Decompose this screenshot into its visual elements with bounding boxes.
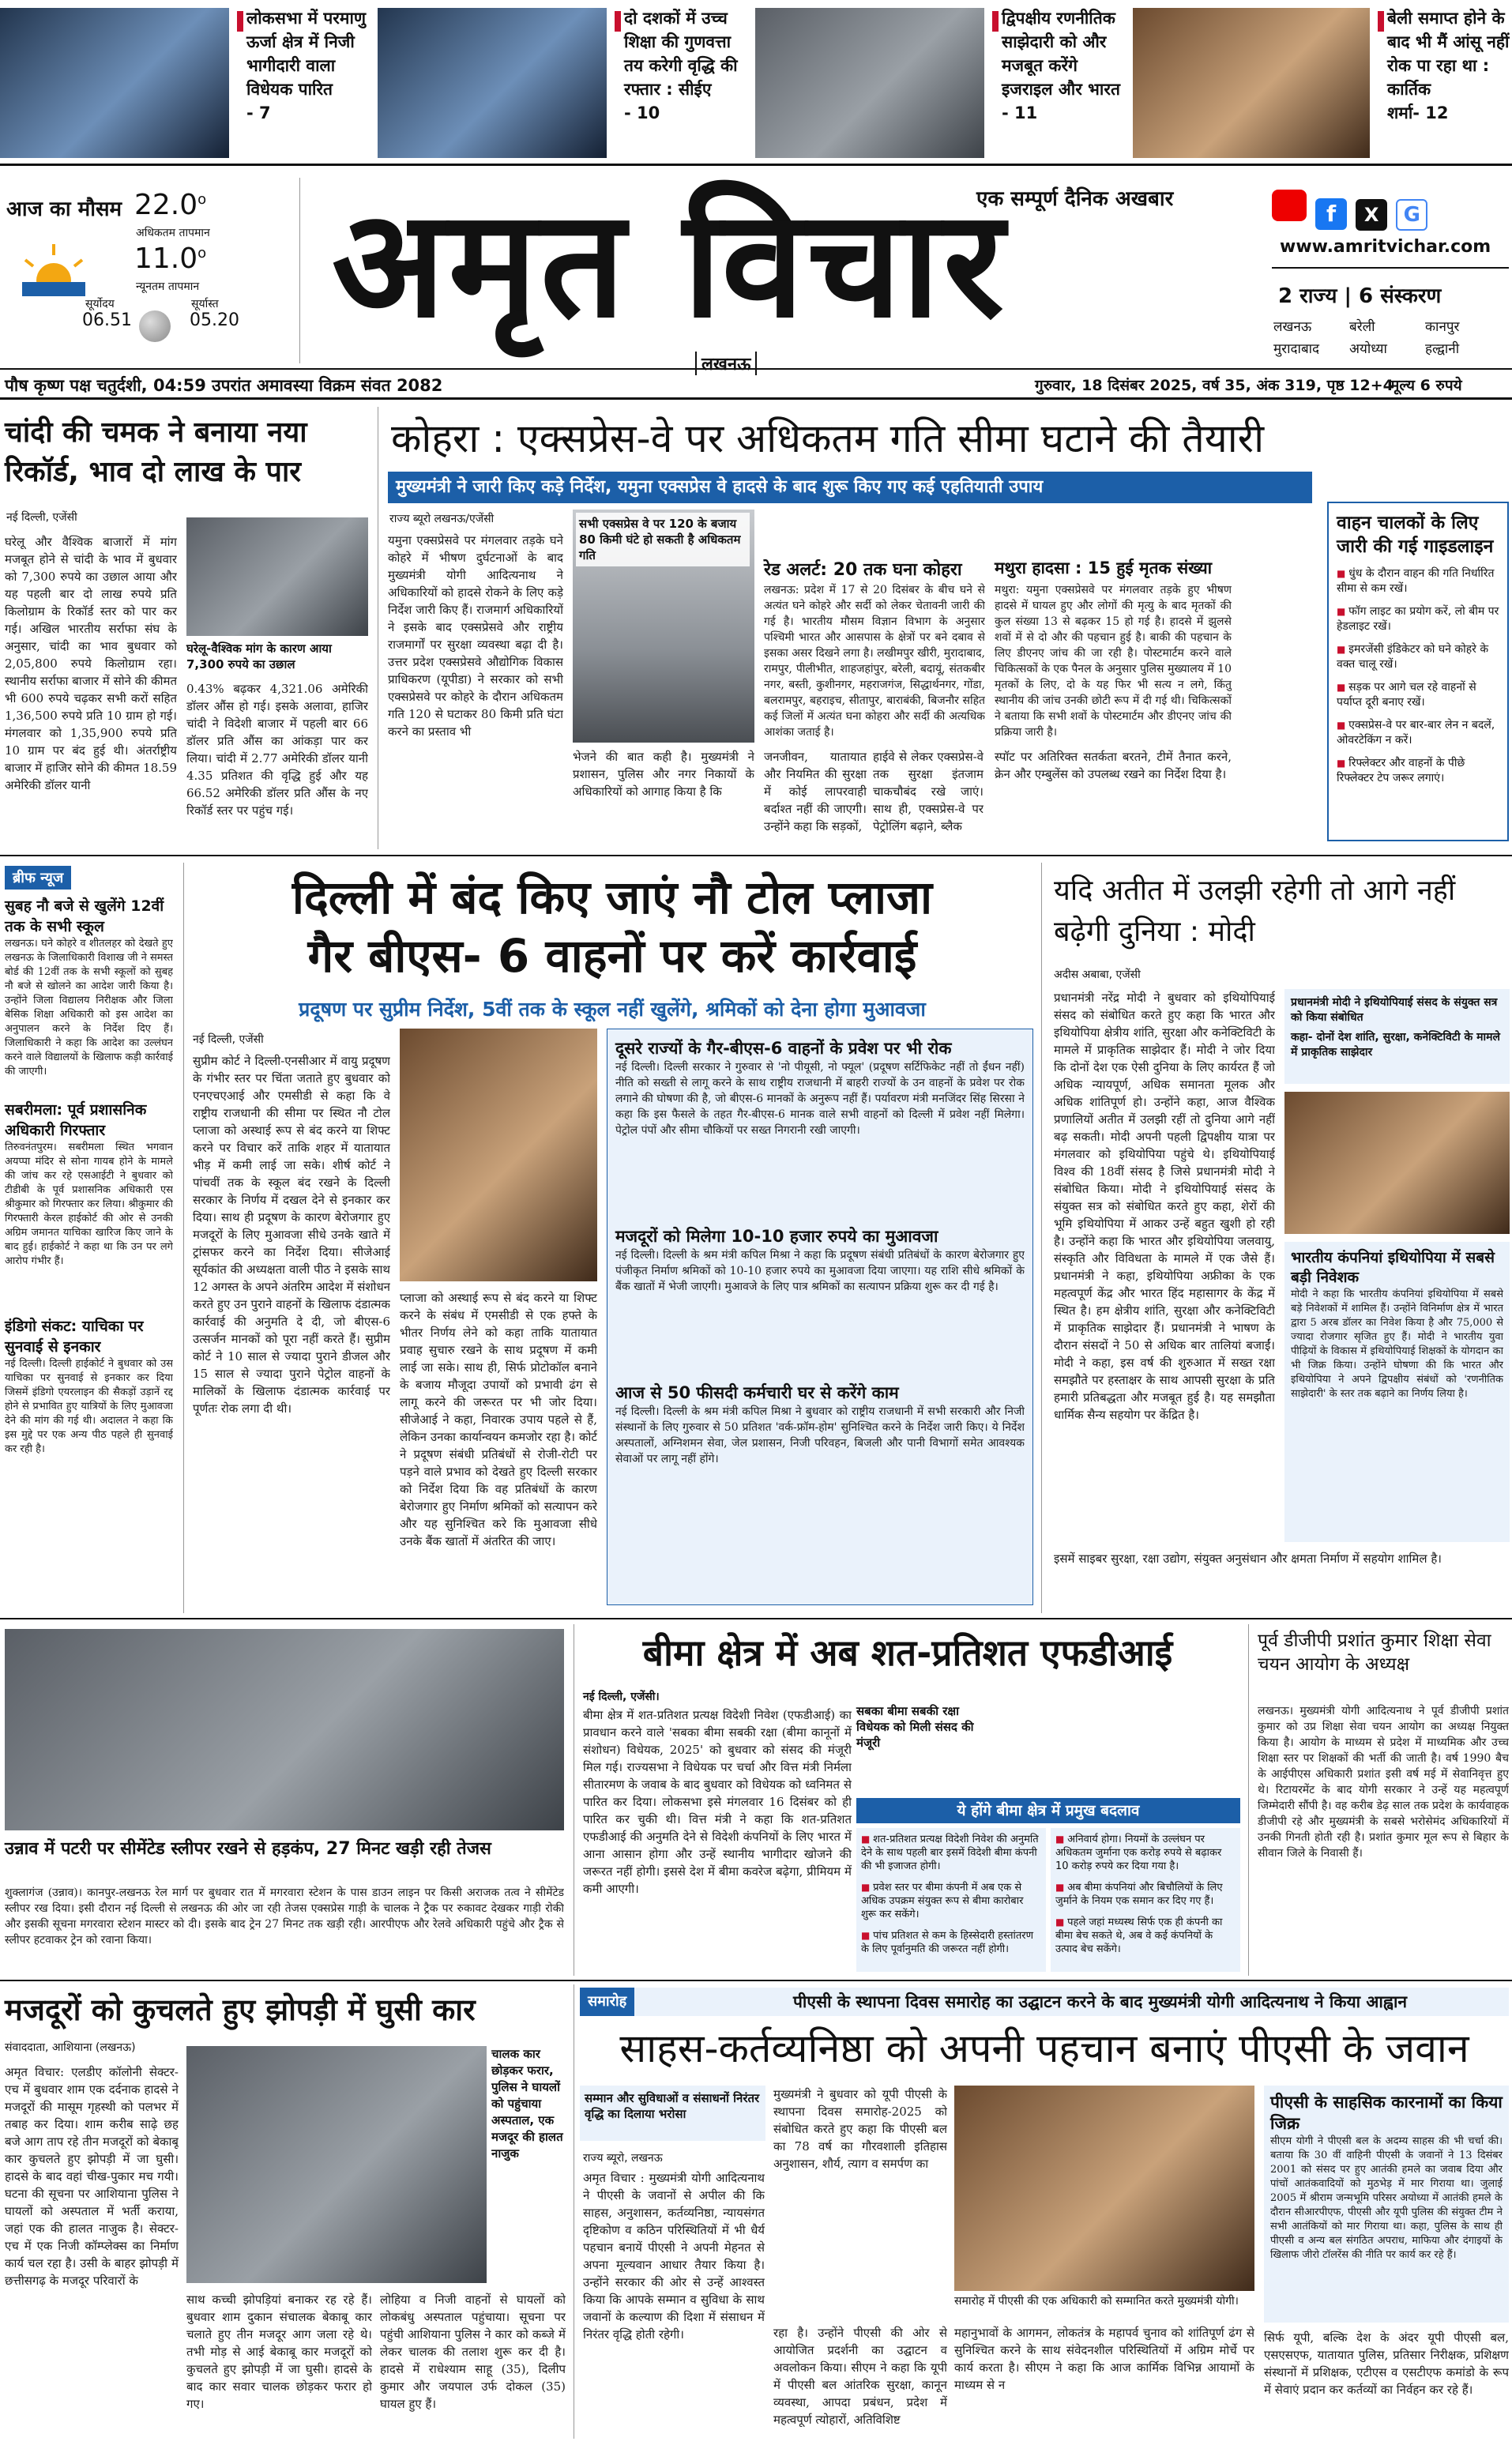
weather-box <box>0 178 300 363</box>
silver-story <box>0 407 371 849</box>
mathura-body: मथुरा: यमुना एक्सप्रेसवे पर मंगलवार तड़के हुए भीषण हादसे में घायल हुए और लोगों की मृत्यु के बाद मृतकों की कुल संख्या 13 से बढ़कर 15 हो गई है। हादसे में झुलसे शवों में से दो और की पहचान हुई है। बाकी की पहचान के लिए डीएनए जांच की जा रही है। पोस्टमार्टम करने वाले चिकित्सकों के एक पैनल के अनुसार पुलिस मुख्यालय में 10 मृतकों के लिए, दो के यह फिर भी सत्य न लगे, किंतु स्थानीय की जांच उनकी छोटी रूप में दी गई थी। चिकित्सकों ने बताया कि सभी शवों के पोस्टमार्टम और डीएनए जांच की प्रक्रिया जारी है। <box>995 584 1232 739</box>
editions-label: 2 राज्य | 6 संस्करण <box>1278 284 1442 308</box>
weather-label: आज का मौसम <box>6 197 122 221</box>
silver-body-2: 0.43% बढ़कर 4,321.06 अमेरिकी डॉलर औंस हो गई। इसके अलावा, हाजिर चांदी ने विदेशी बाजार में पहली बार 66 डॉलर प्रति औंस का आंकड़ा पार कर लिया। चांदी में 2.77 अमेरिकी डॉलर यानी 4.35 प्रतिशत की वृद्धि हुई और यह 66.52 अमेरिकी डॉलर प्रति औंस के नए रिकॉर्ड स्तर पर पहुंच गई। <box>186 682 368 818</box>
brief-news <box>0 863 178 1613</box>
ticker-photo-4 <box>1133 8 1370 158</box>
labour-dateline: संवाददाता, आशियाना (लखनऊ) <box>5 2041 136 2054</box>
section-rule <box>0 1980 1512 1981</box>
brief-title: ब्रीफ न्यूज <box>5 866 71 890</box>
toll-box-body-2: नई दिल्ली। दिल्ली के श्रम मंत्री कपिल मिश्रा ने कहा कि प्रदूषण संबंधी प्रतिबंधों के कारण बेरोजगार हुए पंजीकृत निर्माण श्रमिकों को 10-10 हजार रुपये का मुआवजा दिया जाएगा। यह राशि सीधे श्रमिकों के बैंक खातों में भेजी जाएगी। मुआवजे के लिए पात्र श्रमिकों का सत्यापन प्रक्रिया शुरू कर दी गई है। <box>615 1249 1025 1293</box>
guide-item: ■ धुंध के दौरान वाहन की गति निर्धारित सीमा से कम रखें। <box>1337 566 1499 596</box>
modi-story <box>1047 863 1512 1613</box>
brief-body-1: लखनऊ। घने कोहरे व शीतलहर को देखते हुए लखनऊ के जिलाधिकारी विशाख जी ने समस्त बोर्ड की 12वीं तक के सभी स्कूलों को सुबह नौ बजे से खोलने का आदेश जारी किया है। उन्होंने जिला विद्यालय निरीक्षक और जिला बेसिक शिक्षा अधिकारी को इस आदेश का अनुपालन करने के निर्देश दिए हैं। जिलाधिकारी ने कहा कि आदेश का उल्लंघन करने वाले विद्यालयों के खिलाफ कड़ी कार्रवाई की जाएगी। <box>5 938 173 1078</box>
ticker-text-3: द्विपक्षीय रणनीतिक साझेदारी को और मजबूत करेंगे इजराइल और भारत <box>1002 9 1120 99</box>
supreme-court-photo <box>400 1029 597 1281</box>
ticker-item-1[interactable] <box>0 0 378 162</box>
masthead-title: अमृत विचार <box>332 178 1007 351</box>
fog-dateline: राज्य ब्यूरो लखनऊ/एजेंसी <box>389 513 495 525</box>
toll-body-1: सुप्रीम कोर्ट ने दिल्ली-एनसीआर में वायु प्रदूषण के गंभीर स्तर पर चिंता जताते हुए बुधवार को एनएचएआई और एमसीडी से कहा कि वे राष्ट्रीय राजधानी की सीमा पर स्थित नौ टोल प्लाजा को अस्थाई रूप से बंद करने या शिफ्ट करने पर विचार करें ताकि शहर में यातायात भीड़ में कमी लाई जा सके। शीर्ष कोर्ट ने पांचवीं तक के स्कूल बंद रखने के दिल्ली सरकार के निर्णय में दखल देने से इनकार कर दिया। साथ ही प्रदूषण के कारण बेरोजगार हुए मजदूरों के लिए मुआवजा सीधे उनके खाते में ट्रांसफर करने का निर्देश दिया। सीजेआई सूर्यकांत की अध्यक्षता वाली पीठ ने इसके साथ 12 अगस्त के अपने अंतरिम आदेश में संशोधन करते हुए उन पुराने वाहनों के खिलाफ दंडात्मक कार्रवाई की अनुमति दे दी, जो बीएस-6 उत्सर्जन मानकों को पूरा नहीं करते हैं। सुप्रीम कोर्ट ने 10 साल से ज्यादा पुराने डीजल और 15 साल से ज्यादा पुराने पेट्रोल वाहनों के मालिकों के खिलाफ दंडात्मक कार्रवाई पर पूर्णतः रोक लगा दी थी। <box>193 1054 390 1416</box>
sun-icon <box>14 241 93 296</box>
modi-box-item: कहा- दोनों देश शांति, सुरक्षा, कनेक्टिविटी के मामले में प्राकृतिक साझेदार <box>1291 1031 1500 1059</box>
insurance-story <box>580 1624 1243 1976</box>
youtube-icon[interactable] <box>1272 190 1307 221</box>
guide-item: ■ सड़क पर आगे चल रहे वाहनों से पर्याप्त दूरी बनाए रखें। <box>1337 680 1499 710</box>
modi-tail: इसमें साइबर सुरक्षा, रक्षा उद्योग, संयुक्त अनुसंधान और क्षमता निर्माण में सहयोग शामिल है। <box>1054 1552 1442 1566</box>
fog-body-2: भेजने की बात कही है। मुख्यमंत्री ने प्रशासन, पुलिस और नगर निकायों के अधिकारियों को आगाह किया है कि <box>573 750 754 799</box>
dateline-panchang: पौष कृष्ण पक्ष चतुर्दशी, 04:59 उपरांत अमावस्या विक्रम संवत 2082 <box>5 376 443 395</box>
toll-box-head-2: मजदूरों को मिलेगा 10-10 हजार रुपये का मुआवजा <box>615 1227 938 1246</box>
ticker-text-4: बेली समाप्त होने के बाद भी मैं आंसू नहीं रोक पा रहा था : कार्तिक <box>1387 9 1510 99</box>
pac-body-5: सिर्फ यूपी, बल्कि देश के अंदर यूपी पीएसी बल, एसएसएफ, यातायात पुलिस, प्रतिसार निरीक्षक, प्रशिक्षण संस्थानों में प्रशिक्षक, एटीएस व एसटीएफ कमांडो के रूप में सेवाएं प्रदान कर कर्तव्यों का निर्वहन कर रहे हैं। <box>1264 2330 1509 2397</box>
toll-body-2: प्लाजा को अस्थाई रूप से बंद करने या शिफ्ट करने के संबंध में एमसीडी से एक हफ्ते के भीतर निर्णय लेने को कहा ताकि यातायात प्रवाह सुचारु रखने के साथ प्रदूषण में कमी लाई जा सके। साथ ही, सिर्फ प्रोटोकॉल बनाने के बजाय मौजूदा उपायों को प्रभावी ढंग से लागू करने की जरूरत पर भी जोर दिया। सीजेआई ने कहा, निवारक उपाय पहले से हैं, लेकिन उनका कार्यान्वयन कमजोर रहा है। कोर्ट ने प्रदूषण संबंधी प्रतिबंधों से रोजी-रोटी पर पड़ने वाले प्रभाव को देखते हुए दिल्ली सरकार को निर्देश दिया कि वह प्रतिबंधों के कारण बेरोजगार हुए निर्माण श्रमिकों को सत्यापन करे और यह सुनिश्चित करे कि मुआवजा सीधे उनके बैंक खातों में अंतरित की जाए। <box>400 1291 597 1548</box>
modi-photo <box>1284 1092 1510 1234</box>
ticker-bar <box>992 11 999 32</box>
guide-item: ■ इमरजेंसी इंडिकेटर को घने कोहरे के वक्त चालू रखें। <box>1337 642 1499 672</box>
pac-story-title: पीएसी के साहसिक कारनामों का किया जिक्र <box>1270 2093 1503 2133</box>
ticker-bar <box>1378 11 1384 32</box>
fog-story <box>383 407 1512 849</box>
labour-story <box>0 1984 569 2439</box>
silver-photo <box>186 517 368 636</box>
pac-strap-bar <box>580 1988 1509 2016</box>
mathura-head: मथुरा हादसा : 15 हुई मृतक संख्या <box>995 559 1213 577</box>
change-item: ■ पांच प्रतिशत से कम के हिस्सेदारी हस्तांतरण के लिए पूर्वानुमति की जरूरत नहीं होगी। <box>861 1929 1041 1956</box>
ticker-bar <box>615 11 621 32</box>
masthead-divider <box>1272 267 1509 269</box>
google-icon[interactable]: G <box>1396 199 1427 231</box>
change-item: ■ पहले जहां मध्यस्थ सिर्फ एक ही कंपनी का बीमा बेच सकते थे, अब वे कई कंपनियों के उत्पाद बेच सकेंगे। <box>1055 1916 1236 1956</box>
masthead-city: लखनऊ <box>695 352 757 375</box>
insurance-box: सबका बीमा सबकी रक्षा विधेयक को मिली संसद की मंजूरी <box>856 1704 974 1750</box>
toll-box-head-3: आज से 50 फीसदी कर्मचारी घर से करेंगे काम <box>615 1383 899 1402</box>
ticker-text-1: लोकसभा में परमाणु ऊर्जा क्षेत्र में निजी भागीदारी वाला विधेयक पारित <box>246 9 367 99</box>
dateline-bar <box>0 368 1512 400</box>
labour-body-1: अमृत विचार: एलडीए कॉलोनी सेक्टर-एच में बुधवार शाम एक दर्दनाक हादसे ने मजदूरों की मासूम गृहस्थी को पलभर में तबाह कर दिया। शाम करीब साढ़े छह बजे आग ताप रहे तीन मजदूरों को बेकाबू कार कुचलते हुए झोपड़ी में जा घुसी। हादसे के बाद वहां चीख-पुकार मच गयी। घटना की सूचना पर आशियाना पुलिस ने घायलों को अस्पताल में भर्ती कराया, जहां एक की हालत नाजुक है। सेक्टर-एच में एक निजी कॉम्प्लेक्स का निर्माण कार्य चल रहा है। उसी के बाहर झोपड़ी में छत्तीसगढ़ के मजदूर परिवारों के <box>5 2065 179 2288</box>
ticker-page-3: - 11 <box>1002 103 1038 122</box>
toll-box <box>607 1029 1033 1605</box>
modi-headline[interactable]: यदि अतीत में उलझी रहेगी तो आगे नहीं बढ़ेगी दुनिया : मोदी <box>1054 875 1456 948</box>
pac-photo-caption: समारोह में पीएसी की एक अधिकारी को सम्मानित करते मुख्यमंत्री योगी। <box>954 2295 1239 2308</box>
modi-body: प्रधानमंत्री नरेंद्र मोदी ने बुधवार को इथियोपियाई संसद को संबोधित करते हुए कहा कि भारत और इथियोपिया क्षेत्रीय शांति, सुरक्षा और कनेक्टिविटी के मामले में प्राकृतिक साझेदार हैं। मोदी ने जोर दिया कि दोनों देश एक ऐसी दुनिया के लिए कार्यरत हैं जो अधिक न्यायपूर्ण, अधिक समानता मूलक और अधिक शांतिपूर्ण हो। उन्होंने कहा, आज वैश्विक प्रणालियों अतीत में उलझी रहीं तो दुनिया आगे नहीं बढ़ सकती। मोदी अपनी पहली द्विपक्षीय यात्रा पर मंगलवार को इथियोपिया पहुंचे थे। इथियोपियाई विश्व की 18वीं संसद है जिसे प्रधानमंत्री मोदी ने संबोधित किया। मोदी ने इथियोपियाई संसद के संयुक्त सत्र को संबोधित करते हुए कहा, शेरों की भूमि इथियोपिया में आकर उन्हें बहुत खुशी हो रही है। उन्होंने कहा कि भारत और इथियोपिया जलवायु, संस्कृति और विविधता के मामले में एक जैसे हैं। प्रधानमंत्री ने कहा, इथियोपिया अफ्रीका के एक महत्वपूर्ण केंद्र और भारत हिंद महासागर के केंद्र में स्थित है। हम क्षेत्रीय शांति, सुरक्षा और कनेक्टिविटी में प्राकृतिक साझेदार हैं। प्रधानमंत्री ने भाषण के दौरान संसदों ने 50 से अधिक बार तालियां बजाईं। मोदी ने कहा, इस वर्ष की शुरुआत में सख्त रक्षा समझौते पर हस्ताक्षर के साथ आपसी सुरक्षा के प्रति हमारी प्रतिबद्धता और मजबूत हुई है। यह समझौता धार्मिक सैन्य सहयोग पर केंद्रित है। <box>1054 991 1275 1422</box>
insurance-dateline: नई दिल्ली, एजेंसी। <box>583 1691 660 1703</box>
sunrise-label: सूर्योदय <box>85 298 115 310</box>
toll-story <box>190 863 1035 1613</box>
pac-photo <box>954 2086 1254 2291</box>
pac-strap: पीएसी के स्थापना दिवस समारोह का उद्घाटन करने के बाद मुख्यमंत्री योगी आदित्यनाथ ने किया आह्वान <box>793 1992 1408 2011</box>
top-ticker <box>0 0 1512 166</box>
ticker-photo-3 <box>755 8 984 158</box>
fog-headline[interactable]: कोहरा : एक्सप्रेस-वे पर अधिकतम गति सीमा घटाने की तैयारी <box>391 416 1265 461</box>
guide-item: ■ एक्सप्रेस-वे पर बार-बार लेन न बदलें, ओवरटेकिंग न करें। <box>1337 718 1499 748</box>
pac-story <box>580 1984 1512 2439</box>
social-icons <box>1272 190 1509 229</box>
pac-body-4: महानुभावों के आगमन, लोकतंत्र के महापर्व चुनाव को शांतिपूर्ण ढंग से सुनिश्चित करने के साथ संवेदनशील परिस्थितियों में अग्रिम मोर्चे पर कार्य करता है। सीएम ने कहा कि आज कार्मिक विभिन्न आयामों के माध्यम से न <box>954 2326 1254 2392</box>
toll-box-body-3: नई दिल्ली। दिल्ली के श्रम मंत्री कपिल मिश्रा ने बुधवार को राष्ट्रीय राजधानी में सभी सरकारी और निजी संस्थानों के लिए गुरुवार से 50 प्रतिशत 'वर्क-फ्रॉम-होम' सुनिश्चित करने के निर्देश जारी किए। ये निर्देश अस्पतालों, अग्निशमन सेवा, जेल प्रशासन, निजी परिवहन, बिजली और पानी विभागों समेत आवश्यक सेवाओं पर लागू नहीं होंगे। <box>615 1405 1025 1465</box>
column-rule <box>1248 1624 1249 1976</box>
ticker-bar <box>237 11 243 32</box>
insurance-body: बीमा क्षेत्र में शत-प्रतिशत प्रत्यक्ष विदेशी निवेश (एफडीआई) का प्रावधान करने वाले 'सबका बीमा सबकी रक्षा (बीमा कानूनों में संशोधन) विधेयक, 2025' को बुधवार को संसद की मंजूरी मिल गई। राज्यसभा ने विधेयक पर चर्चा और वित्त मंत्री निर्मला सीतारमण के जवाब के बाद बुधवार को विधेयक को ध्वनिमत से पारित कर दिया। लोकसभा इसे मंगलवार 16 दिसंबर को ही पारित कर चुकी थी। वित्त मंत्री ने कहा कि शत-प्रतिशत एफडीआई की अनुमति देने से विदेशी कंपनियों के लिए भारत में आना आसान होगा और उन्हें स्थानीय भागीदार खोजने की जरूरत नहीं होगी। इससे देश में बीमा कवरेज बढ़ेगा, प्रीमियम में कमी आएगी। <box>583 1708 852 1896</box>
brief-body-2: तिरुवनंतपुरम। सबरीमला स्थित भगवान अयप्पा मंदिर से सोना गायब होने के मामले की जांच कर रहे एसआईटी ने बुधवार को टीडीबी के पूर्व प्रशासनिक अधिकारी एस श्रीकुमार को गिरफ्तार कर लिया। श्रीकुमार की गिरफ्तारी केरल हाईकोर्ट की ओर से उनकी अग्रिम जमानत याचिका खारिज किए जाने के बाद हुई। हाईकोर्ट ने कहा था कि उन पर लगे आरोप गंभीर हैं। <box>5 1142 173 1267</box>
x-icon[interactable]: X <box>1356 199 1387 231</box>
guide-title: वाहन चालकों के लिए जारी की गई गाइडलाइन <box>1337 513 1494 557</box>
change-item: ■ प्रवेश स्तर पर बीमा कंपनी में अब एक से अधिक उपक्रम संयुक्त रूप से बीमा कारोबार शुरू कर सकेंगे। <box>861 1881 1041 1921</box>
website-link[interactable]: www.amritvichar.com <box>1280 237 1491 257</box>
silver-headline[interactable]: चांदी की चमक ने बनाया नया रिकॉर्ड, भाव दो लाख के पार <box>5 416 307 488</box>
toll-dateline: नई दिल्ली, एजेंसी <box>193 1033 264 1046</box>
red-alert-head: रेड अलर्ट: 20 तक घना कोहरा <box>764 560 962 580</box>
pac-dateline: राज्य ब्यूरो, लखनऊ <box>583 2152 663 2165</box>
shiksha-headline[interactable]: पूर्व डीजीपी प्रशांत कुमार शिक्षा सेवा चयन आयोग के अध्यक्ष <box>1258 1631 1491 1675</box>
sunset-time: 05.20 <box>190 310 239 330</box>
pac-side-box <box>580 2086 765 2141</box>
pac-story-box <box>1264 2086 1509 2323</box>
change-item: ■ शत-प्रतिशत प्रत्यक्ष विदेशी निवेश की अनुमति देने के साथ पहली बार इसमें विदेशी बीमा कंपनी की भी इजाजत होगी। <box>861 1833 1041 1873</box>
guide-item: ■ रिफ्लेक्टर और वाहनों के पीछे रिफ्लेक्टर टेप जरूर लगाएं। <box>1337 756 1499 786</box>
weather-max-label: अधिकतम तापमान <box>136 227 210 239</box>
fog-body-5: स्पॉट पर अतिरिक्त सतर्कता बरतने, टीमें तैनात करने, क्रेन और एम्बुलेंस को उपलब्ध रखने का निर्देश दिया है। <box>995 750 1232 781</box>
labour-box: चालक कार छोड़कर फरार, पुलिस ने घायलों को पहुंचाया अस्पताल, एक मजदूर की हालत नाजुक <box>491 2047 563 2161</box>
column-rule <box>183 863 184 1613</box>
brief-head-2[interactable]: सबरीमला: पूर्व प्रशासनिक अधिकारी गिरफ्तार <box>5 1101 147 1139</box>
toll-subhead: प्रदूषण पर सुप्रीम निर्देश, 5वीं तक के स्कूल नहीं खुलेंगे, श्रमिकों को देना होगा मुआवजा <box>299 998 926 1021</box>
modi-sub-head: भारतीय कंपनियां इथियोपिया में सबसे बड़ी निवेशक <box>1291 1249 1495 1286</box>
train-caption[interactable]: उन्नाव में पटरी पर सीमेंटेड स्लीपर रखने से हड़कंप, 27 मिनट खड़ी रही तेजस <box>5 1839 491 1859</box>
guide-box <box>1327 502 1509 841</box>
sunrise-time: 06.51 <box>82 310 132 330</box>
brief-body-3: नई दिल्ली। दिल्ली हाईकोर्ट ने बुधवार को उस याचिका पर सुनवाई से इनकार कर दिया जिसमें इंडिगो एयरलाइन की सैकड़ों उड़ानें रद्द होने से प्रभावित हुए यात्रियों के लिए मुआवजा देने की मांग की गई थी। अदालत ने कहा कि इस मुद्दे पर एक अन्य पीठ पहले ही सुनवाई कर रही है। <box>5 1358 173 1455</box>
toll-headline-2[interactable]: गैर बीएस- 6 वाहनों पर करें कार्रवाई <box>307 929 917 983</box>
toll-box-body-1: नई दिल्ली। दिल्ली सरकार ने गुरुवार से 'नो पीयूसी, नो फ्यूल' (प्रदूषण सर्टिफिकेट नहीं तो ईंधन नहीं) नीति को सख्ती से लागू करने के साथ राष्ट्रीय राजधानी में बाहरी राज्यों के उन वाहनों के प्रवेश पर रोक लगाने की घोषणा की है, जो बीएस-6 मानकों के अनुरूप नहीं हैं। पर्यावरण मंत्री मनजिंदर सिंह सिरसा ने कहा कि इस फैसले के तहत गैर-बीएस-6 मानक वाले सभी वाहनों को दिल्ली में प्रवेश नहीं मिलेगा। पेट्रोल पंपों और सीमा चौकियों पर सख्त निगरानी रखी जाएगी। <box>615 1061 1025 1137</box>
section-rule <box>0 1618 1512 1619</box>
ticker-page-4: शर्मा- 12 <box>1387 103 1449 122</box>
labour-photo <box>186 2046 487 2283</box>
guide-list <box>1337 566 1499 786</box>
insurance-headline[interactable]: बीमा क्षेत्र में अब शत-प्रतिशत एफडीआई <box>642 1631 1173 1674</box>
pac-story-body: सीएम योगी ने पीएसी बल के अदम्य साहस की भी चर्चा की। बताया कि 30 वीं वाहिनी पीएसी के जवानों ने 13 दिसंबर 2001 को संसद पर हुए आतंकी हमले का जवाब दिया और पांचों आतंकवादियों को मुठभेड़ में मार गिराया था। जुलाई 2005 में श्रीराम जन्मभूमि परिसर अयोध्या में आतंकी हमले के दौरान सीआरपीएफ, पीएसी और यूपी पुलिस की संयुक्त टीम ने सभी आतंकियों को मार गिराया था। कहा, पुलिस के साथ ही पीएसी व अन्य बल संगठित अपराध, माफिया और दंगाइयों के खिलाफ जीरो टॉलरेंस की नीति पर कार्य कर रहे हैं। <box>1270 2135 1503 2261</box>
ticker-page-2: - 10 <box>624 103 660 122</box>
ticker-text-2: दो दशकों में उच्च शिक्षा की गुणवत्ता तय करेगी वृद्धि की रफ्तार : सीईए <box>624 9 738 99</box>
pac-body-3: रहा है। उन्होंने पीएसी की ओर से आयोजित प्रदर्शनी का उद्घाटन व अवलोकन किया। सीएम ने कहा कि यूपी में पीएसी बल आंतरिक सुरक्षा, कानून व्यवस्था, आपदा प्रबंधन, प्रदेश में महत्वपूर्ण त्योहारों, अतिविशिष्ट <box>773 2326 947 2427</box>
train-story <box>0 1624 569 1976</box>
edition-cities: लखनऊ बरेली कानपुर मुरादाबाद अयोध्या हल्द्वानी <box>1273 319 1460 357</box>
fog-photo-caption: सभी एक्सप्रेस वे पर 120 के बजाय 80 किमी घंटे हो सकती है अधिकतम गति <box>576 513 750 566</box>
fog-body-1: यमुना एक्सप्रेसवे पर मंगलवार तड़के घने कोहरे में भीषण दुर्घटनाओं के बाद मुख्यमंत्री योगी आदित्यनाथ ने अधिकारियों को हादसे रोकने के लिए कड़े निर्देश जारी किए हैं। राजमार्ग अधिकारियों ने इसके बाद एक्सप्रेसवे और राष्ट्रीय राजमार्गों पर सुरक्षा व्यवस्था बढ़ा दी है। उत्तर प्रदेश एक्सप्रेसवे औद्योगिक विकास प्राधिकरण (यूपीडा) ने सरकार को सभी एक्सप्रेसवे पर कोहरे के दौरान अधिकतम गति 120 से घटाकर 80 किमी प्रति घंटा करने का प्रस्ताव भी <box>388 533 563 739</box>
pac-body-2: मुख्यमंत्री ने बुधवार को यूपी पीएसी के स्थापना दिवस समारोह-2025 को संबोधित करते हुए कहा कि पीएसी बल का 78 वर्ष का गौरवशाली इतिहास अनुशासन, शौर्य, त्याग व समर्पण का <box>773 2087 947 2171</box>
facebook-icon[interactable]: f <box>1315 198 1347 230</box>
fog-body-3: जनजीवन, यातायात और नियमित की सुरक्षा में कोई लापरवाही बर्दाश्त नहीं की जाएगी। उन्होंने कहा कि सड़कों, <box>764 750 867 833</box>
silver-dateline: नई दिल्ली, एजेंसी <box>6 511 77 524</box>
dateline-price: मूल्य 6 रुपये <box>1390 377 1462 394</box>
labour-body-3: लोहिया व निजी वाहनों से घायलों को लोकबंधु अस्पताल पहुंचाया। सूचना पर पहुंची आशियाना पुलिस ने कार को कब्जे में लेकर चालक की तलाश शुरू कर दी है। हादसे में राधेश्याम साहू (35), दिलीप कुमार और जयपाल उर्फ दोकल (35) घायल हुए हैं। <box>380 2293 566 2411</box>
red-alert-body: लखनऊ: प्रदेश में 17 से 20 दिसंबर के बीच घने से अत्यंत घने कोहरे और सर्दी को लेकर चेतावनी जारी की गई है। भारतीय मौसम विज्ञान विभाग के अनुसार पश्चिमी भारत और आसपास के क्षेत्रों पर बने दबाव से इसका असर दिखने लगा है। लखीमपुर खीरी, मुरादाबाद, रामपुर, पीलीभीत, शाहजहांपुर, बरेली, बदायूं, संतकबीर नगर, बस्ती, कुशीनगर, महराजगंज, सिद्धार्थनगर, गोंडा, बलरामपुर, बहराइच, सीतापुर, बाराबंकी, बिजनौर सहित कई जिलों में अत्यंत घना कोहरा और सर्दी की अत्यधिक आशंका जताई है। <box>764 584 985 739</box>
modi-box-item: प्रधानमंत्री मोदी ने इथियोपियाई संसद के संयुक्त सत्र को किया संबोधित <box>1291 996 1498 1024</box>
moon-icon <box>139 310 171 342</box>
insurance-changes-left <box>856 1828 1046 1972</box>
modi-dateline: अदीस अबाबा, एजेंसी <box>1054 969 1141 981</box>
ticker-page-1: - 7 <box>246 103 271 122</box>
ticker-photo-1 <box>0 8 229 158</box>
fog-subhead: मुख्यमंत्री ने जारी किए कड़े निर्देश, यमुना एक्सप्रेस वे हादसे के बाद शुरू किए गए कई एहतियाती उपाय <box>388 472 1312 503</box>
silver-body-1: घरेलू और वैश्विक बाजारों में मांग मजबूत होने से चांदी के भाव में बुधवार को 7,300 रुपये का उछाल आया और यह पहली बार दो लाख रुपये प्रति किलोग्राम के रिकॉर्ड स्तर को पार कर गई। अखिल भारतीय सर्राफा संघ के अनुसार, चांदी का भाव बुधवार को 2,05,800 रुपये किलोग्राम रहा। स्थानीय सर्राफा बाजार में सोने की कीमत भी 600 रुपये चढ़कर सभी करों सहित 1,36,500 रुपये प्रति 10 ग्राम हो गई। मंगलवार को 1,35,900 रुपये प्रति 10 ग्राम पर बंद हुई थी। अंतर्राष्ट्रीय बाजार में हाजिर सोने की कीमत 18.59 अमेरिकी डॉलर यानी <box>5 535 177 792</box>
modi-sub-body: मोदी ने कहा कि भारतीय कंपनियां इथियोपिया में सबसे बड़े निवेशकों में शामिल हैं। उन्होंने विनिर्माण क्षेत्र में भारत द्वारा 5 अरब डॉलर का निवेश किया है और 75,000 से ज्यादा रोजगार सृजित हुए हैं। मोदी ने भारतीय युवा पीढ़ियों के विकास में इथियोपियाई शिक्षकों के योगदान का भी जिक्र किया। उन्होंने घोषणा की कि भारत और इथियोपिया ने अपने द्विपक्षीय संबंधों को 'रणनीतिक साझेदारी' के स्तर तक बढ़ाने का निर्णय लिया है। <box>1291 1288 1503 1400</box>
pac-tag: समारोह <box>580 1988 634 2016</box>
masthead-tagline: एक सम्पूर्ण दैनिक अखबार <box>976 187 1174 211</box>
toll-box-head-1: दूसरे राज्यों के गैर-बीएस-6 वाहनों के प्रवेश पर भी रोक <box>615 1039 952 1058</box>
insurance-changes-title: ये होंगे बीमा क्षेत्र में प्रमुख बदलाव <box>856 1798 1240 1823</box>
ticker-item-2[interactable] <box>378 0 755 162</box>
toll-headline-1[interactable]: दिल्ली में बंद किए जाएं नौ टोल प्लाजा <box>291 871 933 924</box>
silver-caption: घरेलू-वैश्विक मांग के कारण आया 7,300 रुपये का उछाल <box>186 641 332 671</box>
shiksha-body-1: लखनऊ। मुख्यमंत्री योगी आदित्यनाथ ने पूर्व डीजीपी प्रशांत कुमार को उप्र शिक्षा सेवा चयन आयोग का अध्यक्ष नियुक्त किया है। आयोग के माध्यम से प्रदेश में माध्यमिक और उच्च शिक्षा स्तर पर शिक्षकों की भर्ती की जाती है। वर्ष 1990 बैच के आईपीएस अधिकारी प्रशांत इसी वर्ष मई में सेवानिवृत्त हुए थे। रिटायरमेंट के बाद योगी सरकार ने उन्हें यह महत्वपूर्ण जिम्मेदारी सौंपी है। वह करीब डेढ़ साल तक प्रदेश के कार्यवाहक डीजीपी रहे और मुख्यमंत्री के सबसे भरोसेमंद अधिकारियों में उनकी गिनती होती रही है। प्रशांत कुमार मूल रूप से बिहार के सीवान जिले के निवासी हैं। <box>1258 1705 1509 1860</box>
section-rule <box>0 855 1512 856</box>
pac-body-1: अमृत विचार : मुख्यमंत्री योगी आदित्यनाथ ने पीएसी के जवानों से अपील की कि साहस, अनुशासन, कर्तव्यनिष्ठा, न्यायसंगत दृष्टिकोण व कठिन परिस्थितियों में भी धैर्य पहचान बनायें पीएसी ने अपनी मेहनत से अपना मूल्यवान आधार तैयार किया है। उन्होंने सरकार की ओर से उन्हें आश्वस्त किया कि आपके सम्मान व सुविधा के साथ जवानों के कल्याण की दिशा में संसाधन में निरंतर वृद्धि होती रहेगी। <box>583 2171 765 2342</box>
modi-sub-box <box>1284 1242 1510 1542</box>
ticker-item-4[interactable] <box>1133 0 1512 162</box>
change-item: ■ अनिवार्य होगा। नियमों के उल्लंघन पर अधिकतम जुर्माना एक करोड़ रुपये से बढ़ाकर 10 करोड़ रुपये कर दिया गया है। <box>1055 1833 1236 1873</box>
change-item: ■ अब बीमा कंपनियां और बिचौलियों के लिए जुर्माने के नियम एक समान कर दिए गए हैं। <box>1055 1881 1236 1908</box>
brief-head-3[interactable]: इंडिगो संकट: याचिका पर सुनवाई से इनकार <box>5 1318 144 1356</box>
weather-max: 22.0$^o$ <box>134 189 207 221</box>
pac-headline[interactable]: साहस-कर्तव्यनिष्ठा को अपनी पहचान बनाएं पीएसी के जवान <box>619 2026 1469 2071</box>
sunset-label: सूर्यास्त <box>191 298 219 310</box>
modi-box <box>1284 989 1510 1084</box>
pac-side-head: सम्मान और सुविधाओं व संसाधनों निरंतर वृद्धि का दिलाया भरोसा <box>585 2091 760 2121</box>
labour-body-2: साथ कच्ची झोपड़ियां बनाकर रह रहे हैं। बुधवार शाम दुकान संचालक बेकाबू कार चलाते हुए तीन मजदूर आग जला रहे थे। तभी मोड़ से आई बेकाबू कार मजदूरों को कुचलते हुए झोपड़ी में जा घुसी। हादसे के बाद कार सवार चालक छोड़कर फरार हो गए। <box>186 2293 372 2411</box>
train-body: शुक्लागंज (उन्नाव)। कानपुर-लखनऊ रेल मार्ग पर बुधवार रात में मगरवारा स्टेशन के पास डाउन लाइन पर किसी अराजक तत्व ने सीमेंटेड स्लीपर रख दिया। इसी दौरान नई दिल्ली से लखनऊ की ओर जा रही तेजस एक्सप्रेस गाड़ी के चालक ने ट्रैक पर रुकावट देखकर गाड़ी रोकी और इसकी सूचना मगरवारा स्टेशन मास्टर को दी। इसके बाद ट्रेन 27 मिनट तक खड़ी रही। आरपीएफ और रेलवे अधिकारी पहुंचे और ट्रैक से स्लीपर हटवाकर ट्रेन को रवाना किया। <box>5 1886 564 1947</box>
weather-min-label: न्यूनतम तापमान <box>136 280 200 293</box>
ticker-photo-2 <box>378 8 607 158</box>
train-photo <box>5 1629 564 1830</box>
brief-head-1[interactable]: सुबह नौ बजे से खुलेंगे 12वीं तक के सभी स्कूल <box>5 897 164 935</box>
shiksha-story <box>1254 1624 1512 1976</box>
dateline-date: गुरुवार, 18 दिसंबर 2025, वर्ष 35, अंक 319, पृष्ठ 12+4 <box>1035 377 1394 394</box>
insurance-changes-right <box>1051 1828 1240 1972</box>
fog-body-4: हाईवे से लेकर एक्सप्रेस-वे तक सुरक्षा इंतजाम चाकचौबंद रखे जाएं। साथ ही, एक्सप्रेस-वे पर पेट्रोलिंग बढ़ाने, ब्लैक <box>873 750 984 833</box>
ticker-item-3[interactable] <box>755 0 1133 162</box>
weather-min: 11.0$^o$ <box>134 243 207 275</box>
column-rule <box>1041 863 1042 1613</box>
labour-headline[interactable]: मजदूरों को कुचलते हुए झोपड़ी में घुसी कार <box>5 1992 476 2027</box>
guide-item: ■ फॉग लाइट का प्रयोग करें, लो बीम पर हेडलाइट रखें। <box>1337 604 1499 634</box>
